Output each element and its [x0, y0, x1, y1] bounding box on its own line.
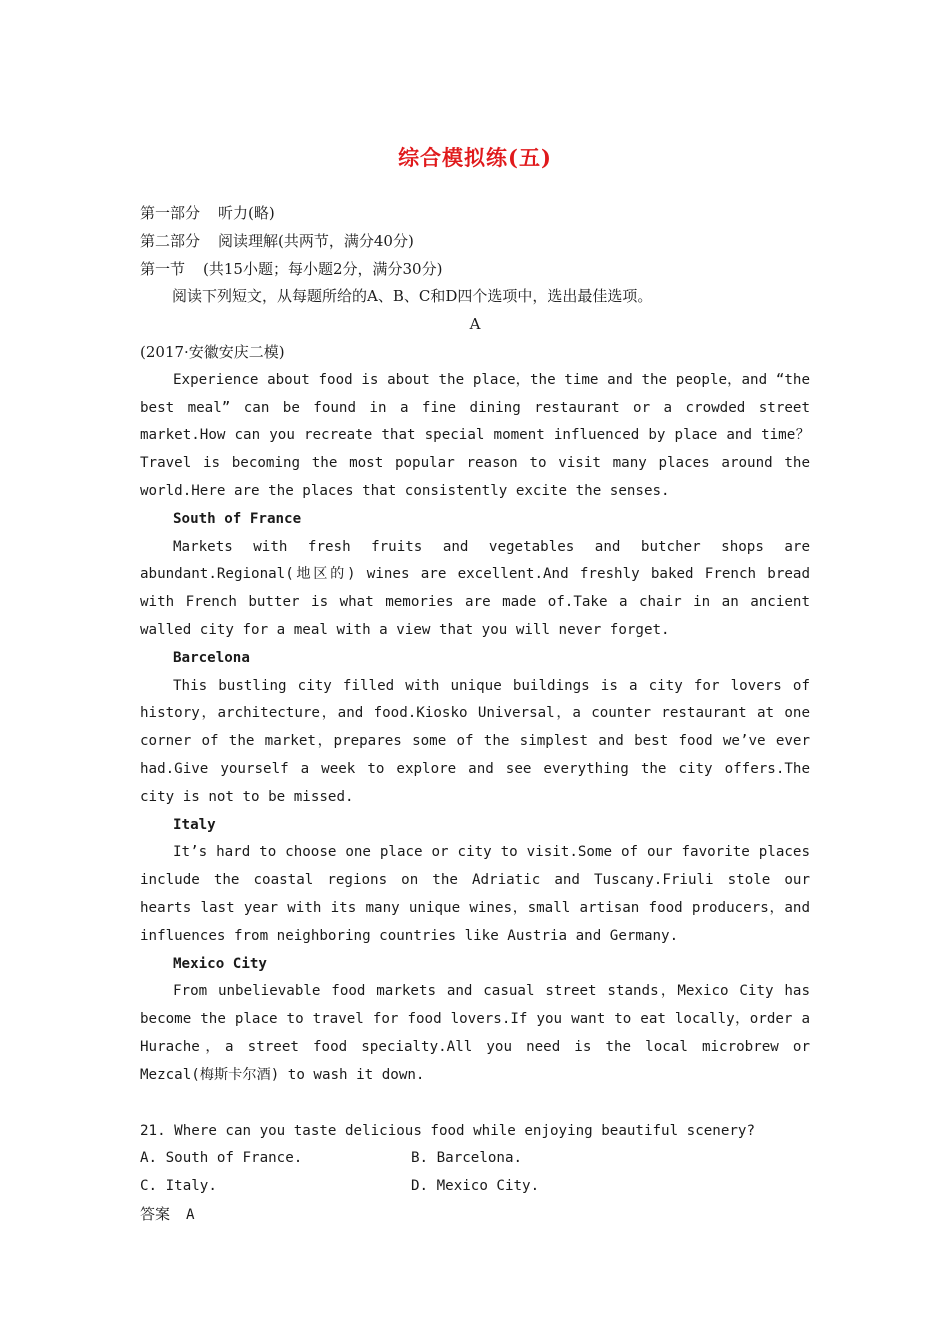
part1-label: 第一部分 [140, 204, 201, 222]
page-title: 综合模拟练(五) [398, 145, 552, 170]
document-page [140, 140, 810, 1230]
part2-text: 阅读理解(共两节，满分40分) [218, 231, 414, 250]
options-row [140, 1145, 810, 1173]
section-heading: Italy [173, 816, 216, 833]
section-heading: South of France [173, 510, 302, 527]
part1-line [140, 200, 810, 228]
section1-text: (共15小题；每小题2分，满分30分) [203, 259, 443, 278]
instruction: 阅读下列短文，从每题所给的A、B、C和D四个选项中，选出最佳选项。 [172, 287, 653, 306]
answer-line [140, 1201, 810, 1230]
section1-label: 第一节 [140, 259, 186, 278]
section1-line [140, 256, 810, 284]
option-a: A. South of France. [140, 1150, 303, 1167]
source-citation: (2017·安徽安庆二模) [140, 342, 285, 361]
option-b: B. Barcelona. [411, 1150, 523, 1167]
part2-label: 第二部分 [140, 231, 201, 250]
answer-value: A [186, 1206, 195, 1223]
passage-letter: A [469, 315, 481, 334]
section-body: Markets with fresh fruits and vegetables and butcher shops are abundant.Regional(地区的) wines are excellent.And freshly baked French bread with French butter is what memories are made of.Take a chair in an ancient walled city for a meal with a view that you will never forget. [140, 538, 810, 638]
options-row [140, 1173, 810, 1201]
question-text: 21. Where can you taste delicious food while enjoying beautiful scenery? [140, 1122, 755, 1139]
section-body: From unbelievable food markets and casual street stands，Mexico City has become the place to travel for food lovers.If you want to eat locally，order a Hurache，a street food specialty.All you need is the local microbrew or Mezcal(梅斯卡尔酒) to wash it down. [140, 983, 810, 1083]
answer-label: 答案 [140, 1204, 171, 1223]
part1-text: 听力(略) [218, 204, 275, 222]
section-heading: Mexico City [173, 955, 267, 972]
section-body: This bustling city filled with unique buildings is a city for lovers of history，architecture，and food.Kiosko Universal，a counter restaurant at one corner of the market，prepares some of the simplest and best food we’ve ever had.Give yourself a week to explore and see everything the city offers.The city is not to be missed. [140, 677, 810, 805]
part2-line [140, 228, 810, 256]
option-d: D. Mexico City. [411, 1178, 540, 1195]
intro-paragraph: Experience about food is about the place，the time and the people，and “the best meal” can be found in a fine dining restaurant or a crowded street market.How can you recreate that special moment influenced by place and time？Travel is becoming the most popular reason to visit many places around the world.Here are the places that consistently excite the senses. [140, 371, 810, 499]
section-body: It’s hard to choose one place or city to visit.Some of our favorite places include the coastal regions on the Adriatic and Tuscany.Friuli stole our hearts last year with its many unique wines，small artisan food producers，and influences from neighboring countries like Austria and Germany. [140, 844, 810, 944]
section-heading: Barcelona [173, 649, 250, 666]
option-c: C. Italy. [140, 1178, 217, 1195]
